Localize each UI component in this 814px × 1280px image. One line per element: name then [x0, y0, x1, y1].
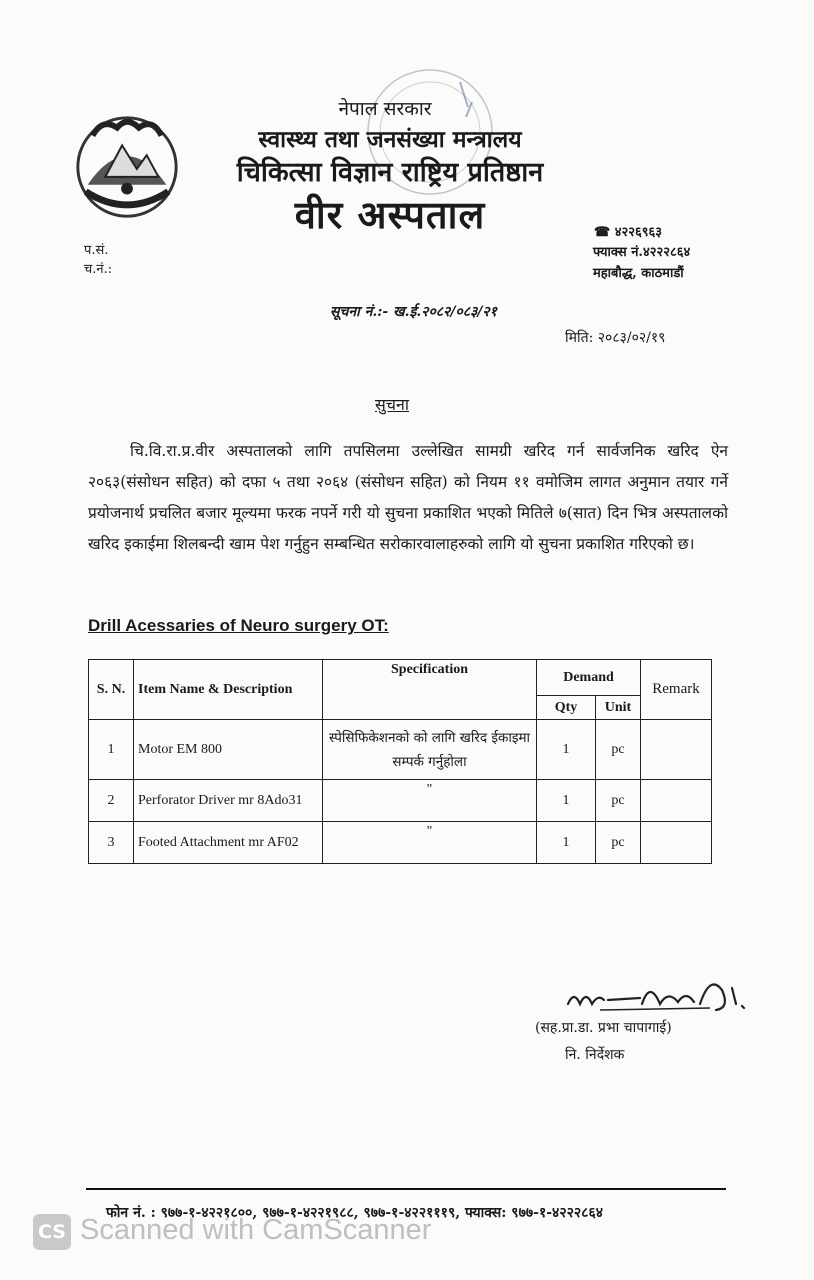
row-remark: [641, 780, 712, 822]
row-sn: 1: [89, 720, 134, 780]
header-spec: Specification: [323, 660, 537, 720]
row-remark: [641, 822, 712, 864]
table-row: [89, 822, 712, 864]
table-title: Drill Acessaries of Neuro surgery OT:: [88, 616, 389, 635]
header-unit: Unit: [596, 696, 641, 720]
camscanner-logo-icon: CS: [33, 1214, 71, 1250]
row-qty: 1: [537, 780, 596, 822]
phone-number: ☎ ४२२६९६३: [594, 225, 663, 240]
row-item: Perforator Driver mr 8Ado31: [134, 780, 323, 822]
header-remark: Remark: [641, 660, 712, 720]
row-qty: 1: [537, 822, 596, 864]
ministry-name: स्वास्थ्य तथा जनसंख्या मन्त्रालय: [258, 126, 522, 153]
government-name: नेपाल सरकार: [338, 98, 432, 120]
row-spec: ": [323, 822, 537, 864]
notice-body: चि.वि.रा.प्र.वीर अस्पतालको लागि तपसिलमा उल्लेखित सामग्री खरिद गर्न सार्वजनिक खरिद ऐन २०६३(संसोधन सहित) को दफा ५ तथा २०६४ (संसोधन सहित) को नियम ११ वमोजिम लागत अनुमान तयार गर्ने प्रयोजनार्थ प्रचलित बजार मूल्यमा फरक नपर्ने गरी यो सुचना प्रकाशित भएको मितिले ७(सात) दिन भित्र अस्पतालको खरिद इकाईमा शिलबन्दी खाम पेश गर्नुहुन सम्बन्धित सरोकारवालाहरुको लागि यो सुचना प्रकाशित गरिएको छ।: [88, 442, 728, 553]
chalani-number-label: च.नं.:: [84, 262, 113, 277]
footer-contact: फोन नं. : ९७७-१-४२२१८००, ९७७-१-४२२१९८८, ९७७-१-४२२१११९, फ्याक्स: ९७७-१-४२२२८६४: [106, 1205, 604, 1221]
row-item: Motor EM 800: [134, 720, 323, 780]
row-spec: ": [323, 780, 537, 822]
institute-name: चिकित्सा विज्ञान राष्ट्रिय प्रतिष्ठान: [236, 157, 544, 188]
row-spec: स्पेसिफिकेशनको को लागि खरिद ईकाइमा सम्पर्क गर्नुहोला: [323, 720, 537, 780]
row-remark: [641, 720, 712, 780]
row-unit: pc: [596, 780, 641, 822]
signatory-title: नि. निर्देशक: [565, 1047, 625, 1063]
fax-number: फ्याक्स नं.४२२२८६४: [593, 245, 691, 260]
row-sn: 2: [89, 780, 134, 822]
row-item: Footed Attachment mr AF02: [134, 822, 323, 864]
row-qty: 1: [537, 720, 596, 780]
notice-date: मिति: २०८३/०२/१९: [565, 330, 666, 346]
address: महाबौद्ध, काठमाडौं: [593, 266, 684, 281]
patra-sankhya-label: प.सं.: [84, 243, 109, 258]
notice-heading: सुचना: [374, 395, 409, 414]
signatory-name: (सह.प्रा.डा. प्रभा चापागाई): [535, 1020, 672, 1036]
table-row: [89, 780, 712, 822]
hospital-name: वीर अस्पताल: [294, 192, 486, 237]
header-qty: Qty: [537, 696, 596, 720]
header-item: Item Name & Description: [134, 660, 323, 720]
footer-divider: [86, 1188, 726, 1190]
items-table: [88, 659, 712, 864]
header-demand: Demand: [537, 660, 641, 696]
row-unit: pc: [596, 720, 641, 780]
nepal-emblem-logo: [68, 108, 186, 226]
table-row: [89, 720, 712, 780]
header-sn: S. N.: [89, 660, 134, 720]
row-sn: 3: [89, 822, 134, 864]
notice-number: सूचना नं.:- ख.ई.२०८२/०८३/२१: [330, 304, 497, 320]
row-unit: pc: [596, 822, 641, 864]
camscanner-watermark: Scanned with CamScanner: [80, 1214, 432, 1246]
signature-image: [560, 960, 750, 1020]
